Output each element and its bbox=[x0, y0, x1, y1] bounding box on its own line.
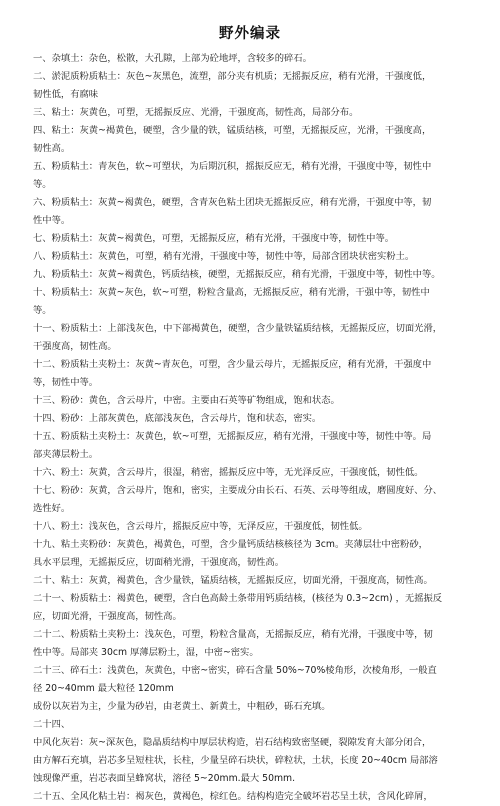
text-line: 三、粘土：灰黄色，可塑，无摇振反应、光滑，干强度高，韧性高，局部分布。 bbox=[33, 107, 359, 118]
text-line: 五、粉质粘土：青灰色，软~可塑状，为后期沉积，摇振反应无，稍有光滑，干强度中等，韧性中 bbox=[33, 161, 432, 172]
text-line: 十五、粉质粘土夹粉土：灰黄色，软~可塑，无摇振反应，稍有光滑，干强度中等，韧性中等。局 bbox=[33, 431, 432, 442]
text-line: 四、粘土：灰黄~褐黄色，硬塑，含少量的铁，锰质结核，可塑，无摇振反应，光滑，干强度高， bbox=[33, 125, 432, 136]
text-line: 二十、粘土：灰黄，褐黄色，含少量铁，锰质结核，无摇振反应，切面光滑，干强度高，韧性高。 bbox=[33, 575, 433, 586]
text-line: 等，韧性中等。 bbox=[33, 377, 99, 388]
text-line: 由方解石充填，岩芯多呈短柱状，长柱，少量呈碎石块状，碎粒状，土状，长度 20~40cm 局部溶 bbox=[33, 755, 438, 766]
document-body bbox=[33, 50, 473, 806]
text-line: 十四、粉砂：上部灰黄色，底部浅灰色，含云母片，饱和状态，密实。 bbox=[33, 413, 322, 424]
text-line: 干强度高，韧性高。 bbox=[33, 341, 117, 352]
text-line: 等。 bbox=[33, 305, 52, 316]
text-line: 韧性高。 bbox=[33, 143, 71, 154]
text-line: 中风化灰岩：灰~深灰色，隐晶质结构中厚层状构造，岩石结构致密坚硬，裂隙发育大部分闭合， bbox=[33, 737, 432, 748]
text-line: 蚀现像严重，岩芯表面呈蜂窝状，溶径 5~20mm.最大 50mm. bbox=[33, 773, 296, 784]
text-line: 二、淤泥质粉质粘土：灰色~灰黑色，流塑，部分夹有机质；无摇振反应，稍有光滑，干强度低， bbox=[33, 71, 432, 82]
text-line: 十六、粉土：灰黄，含云母片，很湿，稍密，摇振反应中等，无光泽反应，干强度低，韧性低。 bbox=[33, 467, 424, 478]
text-line: 二十五、全风化粘土岩：褐灰色，黄褐色，棕红色。结构构造完全破坏岩芯呈土状，含风化碎屑， bbox=[33, 791, 433, 802]
text-line: 十三、粉砂：黄色，含云母片，中密。主要由石英等矿物组成，饱和状态。 bbox=[33, 395, 340, 406]
text-line: 二十四、 bbox=[33, 719, 71, 730]
text-line: 六、粉质粘土：灰黄~褐黄色，硬塑，含青灰色粘土团块无摇振反应，稍有光滑，干强度中等，韧 bbox=[33, 197, 432, 208]
text-line: 二十一、粉质粘土：褐黄色，硬塑，含白色高龄土条带用钙质结核，(核径为 0.3~2cm) ，无摇振反 bbox=[33, 593, 443, 604]
text-line: 选性好。 bbox=[33, 503, 71, 514]
text-line: 九、粉质粘土：灰黄~褐黄色，钙质结核，硬塑，无摇振反应，稍有光滑，干强度中等，韧性中等。 bbox=[33, 269, 441, 280]
text-line: 性中等。 bbox=[33, 215, 71, 226]
text-line: 成份以灰岩为主，少量为砂岩，由老黄土、新黄土，中粗砂，砾石充填。 bbox=[33, 701, 331, 712]
text-line: 七、粉质粘土：灰黄~褐黄色，可塑，无摇振反应，稍有光滑，干强度中等，韧性中等。 bbox=[33, 233, 395, 244]
text-line: 一、杂填土：杂色，松散，大孔隙，上部为砼地坪，含较多的碎石。 bbox=[33, 53, 312, 64]
text-line: 八、粉质粘土：灰黄色，可塑，稍有光滑，干强度中等，韧性中等，局部含团块状密实粉土。 bbox=[33, 251, 415, 262]
page-title: 野外编录 bbox=[219, 26, 281, 42]
text-line: 具水平层理，无摇振反应，切面稍光滑，干强度高，韧性高。 bbox=[33, 557, 285, 568]
text-line: 二十二、粉质粘土夹粉土：浅灰色，可塑，粉粒含量高，无摇振反应，稍有光滑，干强度中等，韧 bbox=[33, 629, 433, 640]
text-line: 十八、粉土：浅灰色，含云母片，摇振反应中等，无泽反应，干强度低，韧性低。 bbox=[33, 521, 368, 532]
text-line: 十七、粉砂：灰黄，含云母片，饱和，密实，主要成分由长石、石英、云母等组成，磨圆度好、分、 bbox=[33, 485, 443, 496]
text-line: 十二、粉质粘土夹粉土：灰黄~青灰色，可塑，含少量云母片，无摇振反应，稍有光滑，干强度中 bbox=[33, 359, 432, 370]
text-line: 性中等。局部夹 30cm 厚薄层粉土，湿，中密~密实。 bbox=[33, 647, 259, 658]
text-line: 等。 bbox=[33, 179, 52, 190]
text-line: 韧性低，有腐味 bbox=[33, 89, 99, 100]
text-line: 十九、粘土夹粉砂：灰黄色，褐黄色，可塑，含少量钙质结核核径为 3cm。夹薄层壮中密粉砂， bbox=[33, 539, 428, 550]
text-line: 应，切面光滑，干强度高，韧性高。 bbox=[33, 611, 182, 622]
text-line: 十、粉质粘土：灰黄~灰色，软~可塑，粉粒含量高，无摇振反应，稍有光滑，干强中等，韧性中 bbox=[33, 287, 430, 298]
text-line: 径 20~40mm 最大粒径 120mm bbox=[33, 683, 174, 694]
text-line: 十一、粉质粘土：上部浅灰色，中下部褐黄色，硬塑，含少量铁锰质结核，无摇振反应，切面光滑， bbox=[33, 323, 443, 334]
text-line: 部夹薄层粉土。 bbox=[33, 449, 99, 460]
text-line: 二十三、碎石土：浅黄色，灰黄色，中密~密实，碎石含量 50%~70%棱角形，次棱角形，一般直 bbox=[33, 665, 437, 676]
